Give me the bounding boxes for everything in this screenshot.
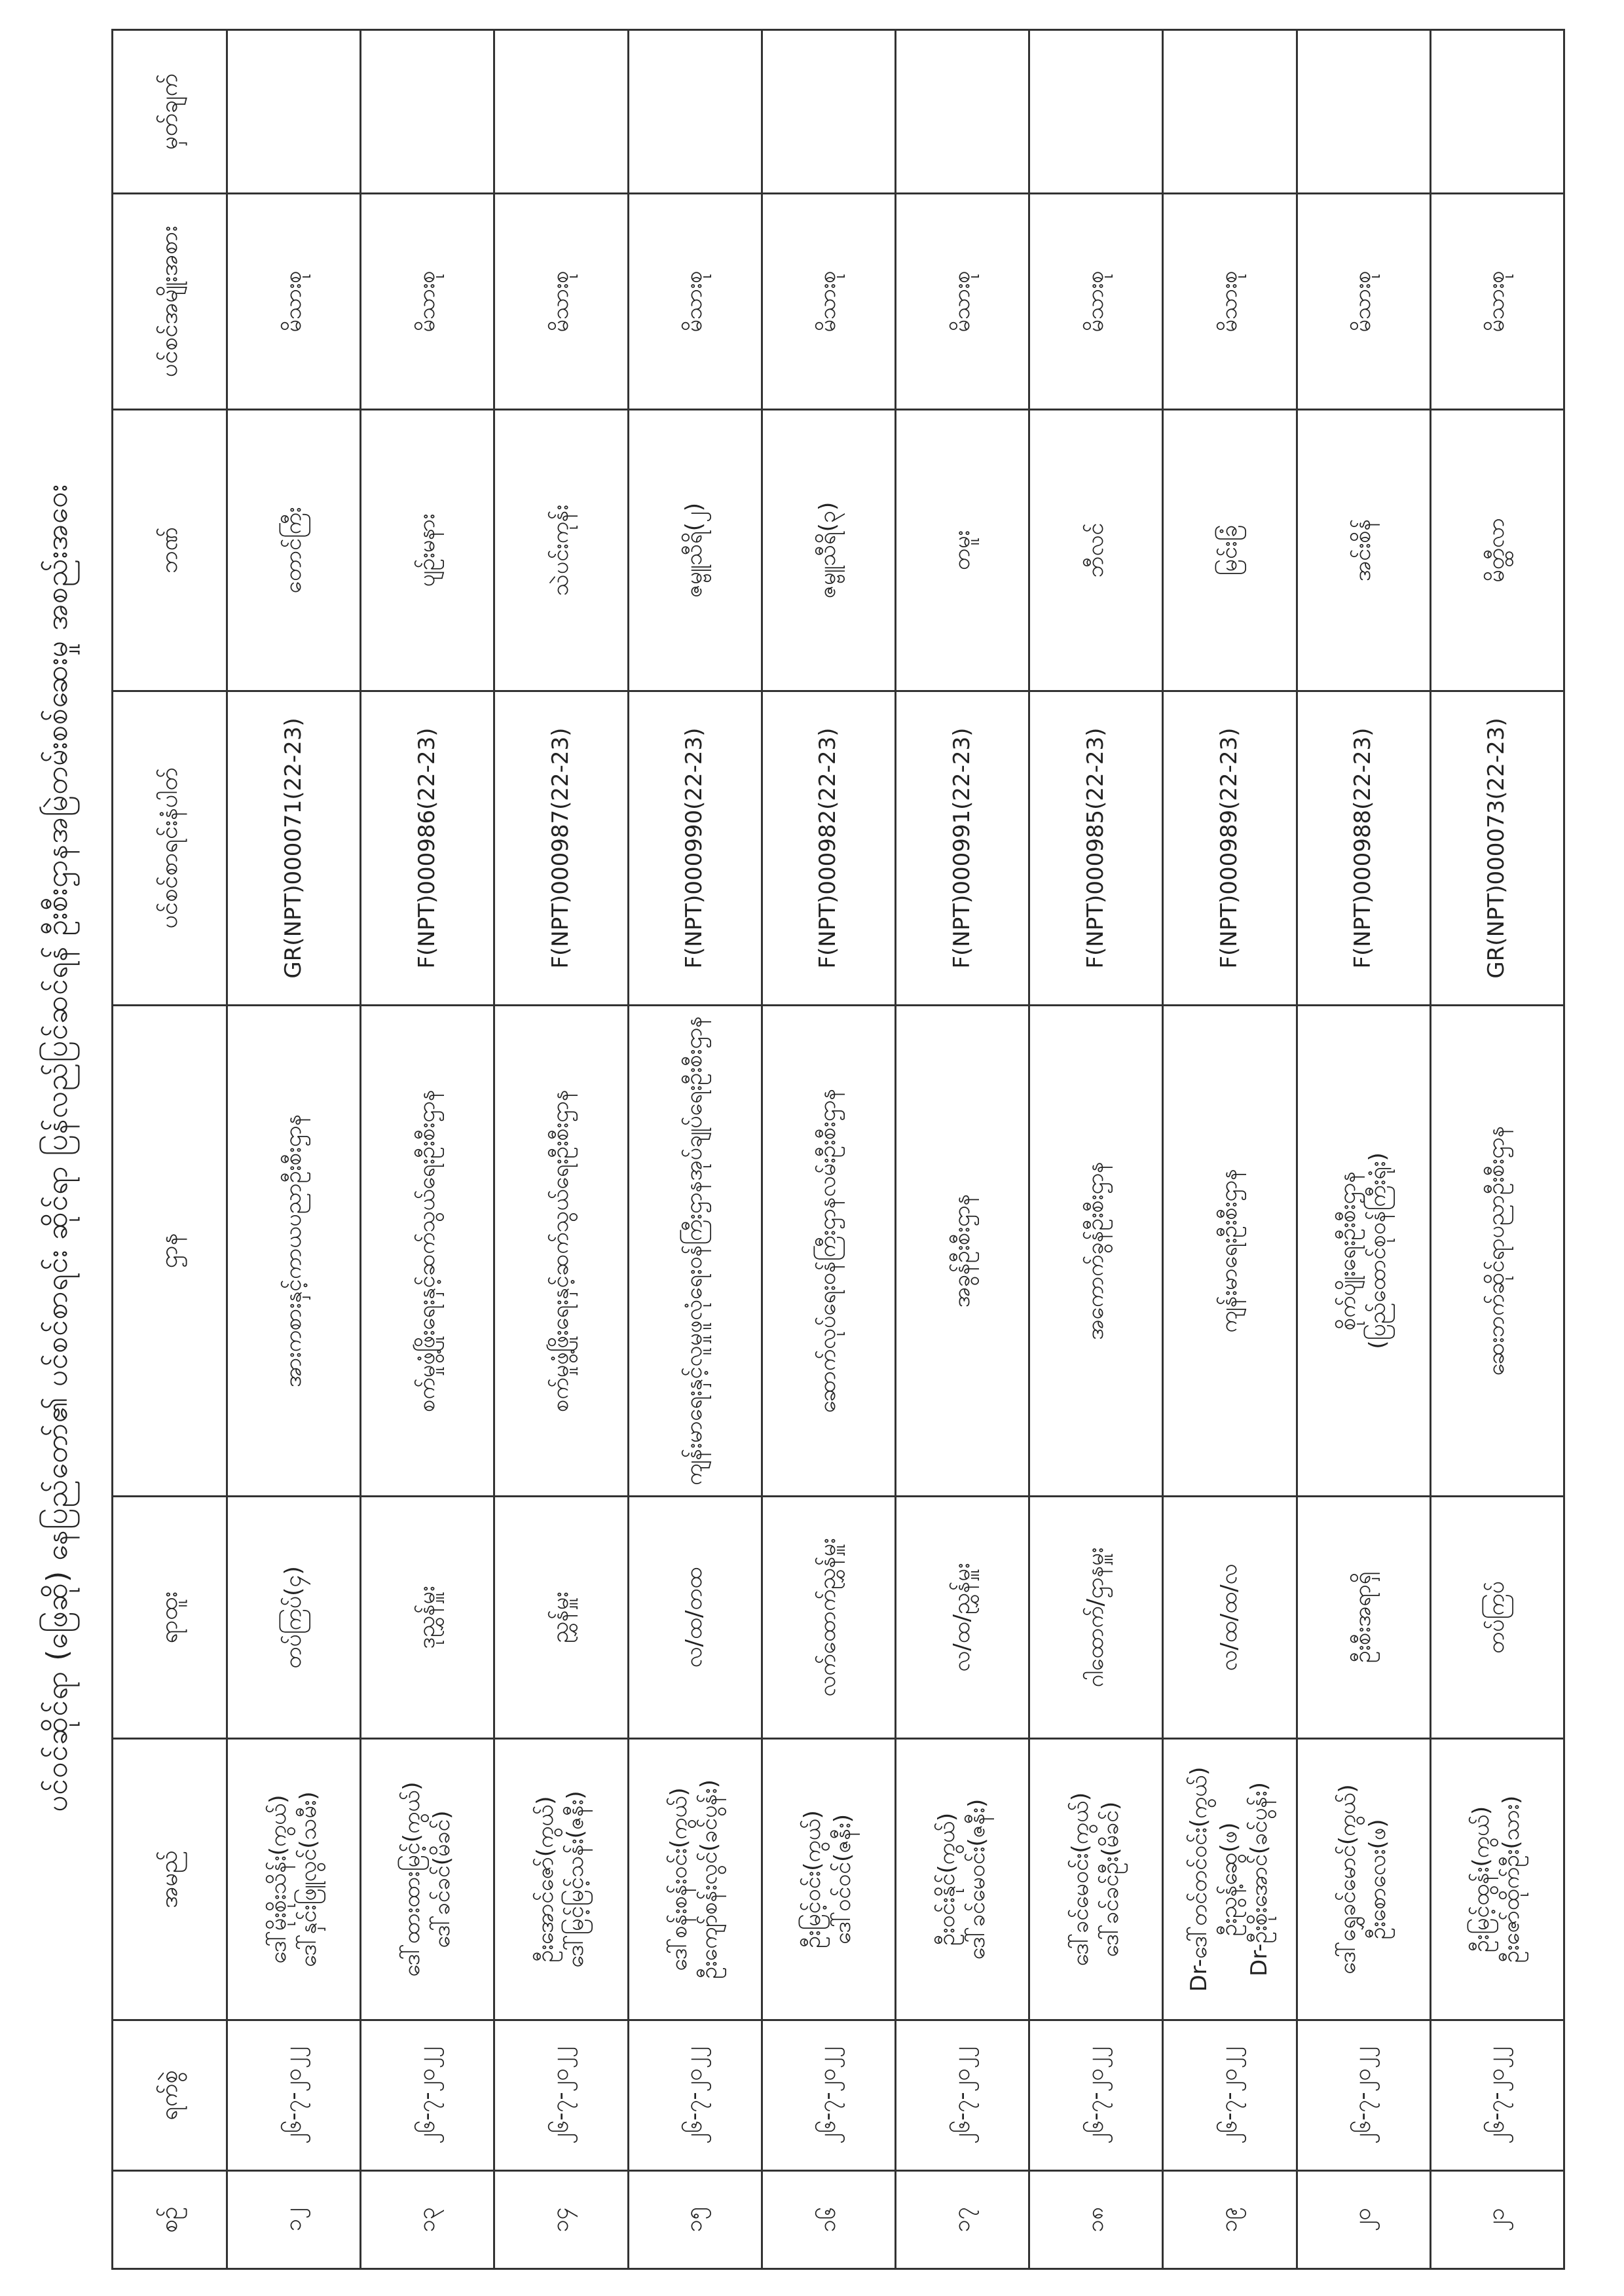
table-cell-note (1029, 30, 1163, 194)
table-cell-note (227, 30, 361, 194)
table-cell-dept: အကောက်ခွန်ဦးစီးဌာန (1029, 1006, 1163, 1497)
table-cell-no: ၁၇ (895, 2171, 1029, 2269)
table-cell-date: ၂၆-၇-၂၀၂၂ (494, 2020, 628, 2171)
table-cell-type: မိသားစု (1163, 194, 1297, 410)
table-cell-type: မိသားစု (1430, 194, 1564, 410)
pension-table (111, 29, 1565, 2270)
table-cell-bank: သဲပင်းကုန်း (494, 410, 628, 691)
table-cell-type: မိသားစု (494, 194, 628, 410)
table-cell-rank: ညွှန်မှူး (494, 1497, 628, 1739)
table-cell-name: ဒေါ်ထားထားမြင့်(ကွယ်) ဒေါ်ခင်ခင်(မိခင်) (361, 1739, 494, 2020)
table-cell-dept: အခွန်ဦးစီးဌာန (895, 1006, 1029, 1497)
table-cell-name: ဒေါ်ခင်မေဝင်း(ကွယ်) ဒေါ်ခင်ခင်ဦး(မိခင်) (1029, 1739, 1163, 2020)
table-cell-no: ၂၀ (1297, 2171, 1430, 2269)
page-title: ပင်ဝင်ဆိုင်ရာ (ဖြေဆို) နေပြည်တော်၏ ပင်စင်စာရင်း ဆိုင်ရာ ပြန်လည်ပြင်ဆင်ရန် ဦးစီးဌာနအမြဲတမ်းစစ်ဆေးမှု အစည်းအဝေး (41, 484, 74, 1812)
table-cell-date: ၂၆-၇-၂၀၂၂ (628, 2020, 762, 2171)
table-cell-date: ၂၆-၇-၂၀၂၂ (1297, 2020, 1430, 2171)
table-cell-name: ဒေါ်ရွှေခင်မောင်(ကွယ်) ဦးစောလေး(ဖ) (1297, 1739, 1430, 2020)
table-cell-no: ၁၅ (628, 2171, 762, 2269)
table-cell-date: ၂၆-၇-၂၀၂၂ (1029, 2020, 1163, 2171)
table-cell-rank: လ/ထ/ထ/လ (1163, 1497, 1297, 1739)
header-cell: ဘဏ် (113, 410, 227, 691)
table-cell-type: မိသားစု (361, 194, 494, 410)
table-cell-dept: ကျန်းမာရေးနှင့်လူမှုဖူလုံရေးဝန်ကြီးဌာနအုပ်ချုပ်ရေးဦးစီးဌာန (628, 1006, 762, 1497)
table-cell-dept: အားကစားနှင့်ကာယပညာဦးစီးဌာန (227, 1006, 361, 1497)
table-cell-dept: စိုက်ပျိုးရေးဦးစီးဌာန (ပြည်ထောင်စုဝန်ကြီးရုံး) (1297, 1006, 1430, 1497)
table-cell-name: ဦးအောင်ဇော်(ကွယ်) ဒေါ်မြင့်မြင့်သန်း(ဇနီး) (494, 1739, 628, 2020)
table-cell-name: ဦးမြင့်ထွန်း(ကွယ်) ဦးဇော်ထိုက်ဦး(သား) (1430, 1739, 1564, 2020)
table-cell-bank: ဇမ္ဗူသီရိ(၃) (762, 410, 895, 691)
table-cell-type: မိသားစု (895, 194, 1029, 410)
table-cell-name: Dr-ဒေါ်တင်တင်ဝင်း(ကွယ်) ဦးညွန့်ဆွေ(ဖ) Dr-ဦးစိုးအောင်(ခင်ပွန်း) (1163, 1739, 1297, 2020)
table-cell-no: ၁၄ (494, 2171, 628, 2269)
table-cell-no: ၁၃ (361, 2171, 494, 2269)
table-row (895, 30, 1029, 2269)
table-cell-pension: F(NPT)000989(22-23) (1163, 691, 1297, 1006)
table-cell-pension: F(NPT)000990(22-23) (628, 691, 762, 1006)
table-cell-note (1297, 30, 1430, 194)
header-cell: ရက်စွဲ (113, 2020, 227, 2171)
table-cell-bank: ဘီလင် (1029, 410, 1163, 691)
table-cell-name: ဦးဝင်းနိုင်(ကွယ်) ဒေါ်ခင်မေဝင်း(ဇနီး) (895, 1739, 1029, 2020)
table-row (227, 30, 361, 2269)
table-cell-rank: ဒုညွှန်မှူး (361, 1497, 494, 1739)
table-row (628, 30, 762, 2269)
table-cell-rank: ဦးစီးအရာရှိ (1297, 1497, 1430, 1739)
header-cell: ဌာန (113, 1006, 227, 1497)
table-row (1029, 30, 1163, 2269)
table-cell-rank: လက်ထောက်ညွှန်မှူး (762, 1497, 895, 1739)
table-cell-date: ၂၆-၇-၂၀၂၂ (762, 2020, 895, 2171)
table-cell-type: မိသားစု (1029, 194, 1163, 410)
table-cell-rank: ဂါထောက်/ဌာနမှူး (1029, 1497, 1163, 1739)
table-cell-no: ၂၁ (1430, 2171, 1564, 2269)
table-cell-note (494, 30, 628, 194)
table-cell-pension: F(NPT)000987(22-23) (494, 691, 628, 1006)
table-cell-no: ၁၂ (227, 2171, 361, 2269)
table-cell-pension: GR(NPT)000073(22-23) (1430, 691, 1564, 1006)
table-cell-rank: လ/ထ/ညွှန်မှူး (895, 1497, 1029, 1739)
table-cell-no: ၁၉ (1163, 2171, 1297, 2269)
table-row (494, 30, 628, 2269)
header-cell: အမည် (113, 1739, 227, 2020)
table-cell-bank: မြင်းခြံ (1163, 410, 1297, 691)
table-cell-dept: ကျန်းမာရေးဦးစီးဌာန (1163, 1006, 1297, 1497)
table-row (762, 30, 895, 2269)
table-cell-pension: F(NPT)000985(22-23) (1029, 691, 1163, 1006)
table-cell-note (762, 30, 895, 194)
table-cell-pension: F(NPT)000991(22-23) (895, 691, 1029, 1006)
table-cell-bank: အင်းစိန် (1297, 410, 1430, 691)
header-cell: မှတ်ချက် (113, 30, 227, 194)
table-cell-pension: F(NPT)000988(22-23) (1297, 691, 1430, 1006)
table-cell-dept: ဆောက်လုပ်ရေးဝန်ကြီးဌာနလမ်းဦးစီးဌာန (762, 1006, 895, 1497)
table-cell-type: မိသားစု (628, 194, 762, 410)
table-cell-note (361, 30, 494, 194)
table-cell-type: မိသားစု (227, 194, 361, 410)
table-cell-date: ၂၆-၇-၂၀၂၂ (1163, 2020, 1297, 2171)
table-cell-pension: F(NPT)000982(22-23) (762, 691, 895, 1006)
table-cell-name: ဒေါ်မိုးစိုးသိန်း(ကွယ်) ဒေါ်နှင်းဖြူလွင်(သမီး) (227, 1739, 361, 2020)
table-cell-rank: တပ်ကြပ် (1430, 1497, 1564, 1739)
table-cell-date: ၂၆-၇-၂၀၂၂ (1430, 2020, 1564, 2171)
table-cell-name: ဦးမြင့်ဝင်း(ကွယ်) ဒေါ်ဝင်ဝင်(ဇနီး) (762, 1739, 895, 2020)
table-cell-rank: လ/ထ/တထ (628, 1497, 762, 1739)
table-row (361, 30, 494, 2269)
table-cell-name: ဒေါ်စန်းစန်းဝင်း(ကွယ်) ဦးကျော်စန်းလွင်(ခင်ပွန်း) (628, 1739, 762, 2020)
table-row (1163, 30, 1297, 2269)
table-cell-dept: စက်မှုဖွံ့ဖြိုးရေးနှင့်ဆက်သွယ်ရေးဦးစီးဌာန (494, 1006, 628, 1497)
table-cell-note (1430, 30, 1564, 194)
table-cell-date: ၂၆-၇-၂၀၂၂ (895, 2020, 1029, 2171)
table-cell-note (895, 30, 1029, 194)
table-cell-bank: တောင်ကြီး (227, 410, 361, 691)
table-cell-rank: တပ်ကြပ်(၄) (227, 1497, 361, 1739)
header-cell: ပင်စင်အမျိုးအစား (113, 194, 227, 410)
table-cell-date: ၂၆-၇-၂၀၂၂ (227, 2020, 361, 2171)
header-cell: ရာထူး (113, 1497, 227, 1739)
header-cell: စဉ် (113, 2171, 227, 2269)
table-header-row (113, 30, 227, 2269)
table-cell-bank: ပျဉ်းမနား (361, 410, 494, 691)
table-cell-bank: မိတ္ထီလာ (1430, 410, 1564, 691)
table-cell-date: ၂၆-၇-၂၀၂၂ (361, 2020, 494, 2171)
header-cell: ပင်စင်စာရင်းနံပါတ် (113, 691, 227, 1006)
table-row (1297, 30, 1430, 2269)
table-cell-type: မိသားစု (1297, 194, 1430, 410)
table-cell-note (1163, 30, 1297, 194)
table-cell-no: ၁၆ (762, 2171, 895, 2269)
table-cell-dept: စက်မှုဖွံ့ဖြိုးရေးနှင့်ဆက်သွယ်ရေးဦးစီးဌာန (361, 1006, 494, 1497)
table-cell-type: မိသားစု (762, 194, 895, 410)
table-cell-pension: F(NPT)000986(22-23) (361, 691, 494, 1006)
table-cell-pension: GR(NPT)000071(22-23) (227, 691, 361, 1006)
table-cell-bank: တမူး (895, 410, 1029, 691)
table-row (1430, 30, 1564, 2269)
table-cell-no: ၁၈ (1029, 2171, 1163, 2269)
table-cell-bank: ဇမ္ဗူသီရိ(၂) (628, 410, 762, 691)
table-cell-note (628, 30, 762, 194)
table-cell-dept: ဆေးဘက်ဆိုင်ရာပညာဦးစီးဌာန (1430, 1006, 1564, 1497)
